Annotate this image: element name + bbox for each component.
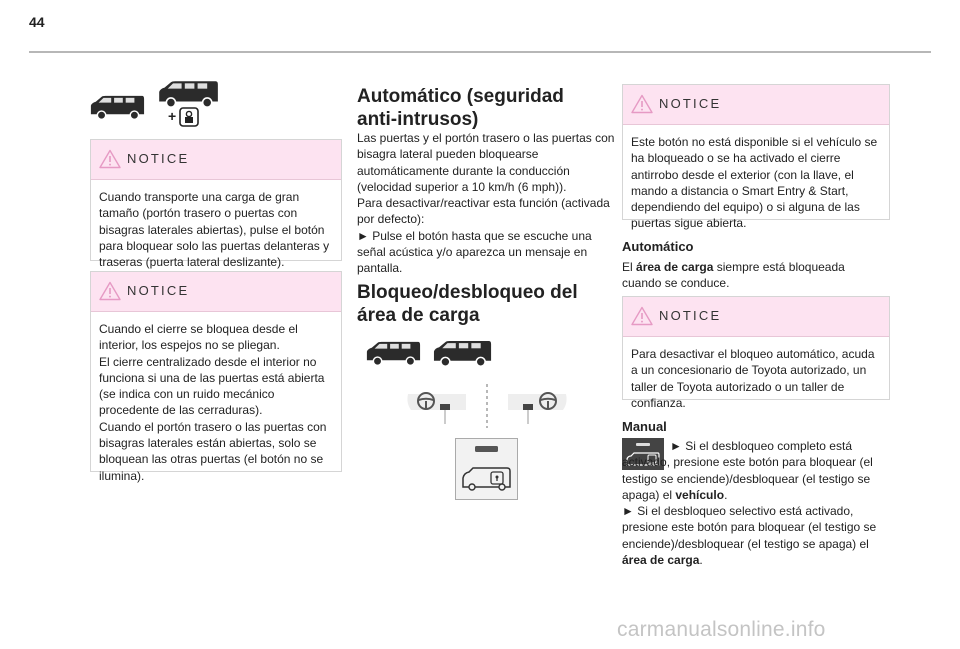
page-number: 44 [29, 14, 45, 30]
notice-text: Para desactivar el bloqueo automático, acuda a un concesionario de Toyota autorizado, un taller de Toyota autorizado o un taller de confianza. [631, 347, 875, 410]
warning-triangle-icon [99, 281, 121, 301]
watermark: carmanualsonline.info [617, 618, 826, 641]
svg-text:+: + [168, 108, 177, 124]
paragraph: ► Pulse el botón hasta que se escuche una señal acústica y/o aparezca un mensaje en pantalla. [357, 228, 592, 276]
notice-header [91, 140, 341, 180]
notice-title: NOTICE [659, 308, 722, 323]
van-short-icon [88, 94, 146, 121]
cargo-lock-button-icon [455, 438, 518, 500]
section-heading: Manual [622, 419, 667, 434]
paragraph: Para desactivar/reactivar esta función (activada por defecto): [357, 196, 610, 227]
notice-box [622, 296, 890, 410]
steering-wheel-icon [416, 391, 436, 411]
section-heading: Automático [622, 239, 694, 254]
notice-text: Cuando el portón trasero o las puertas con bisagras laterales están abiertas, solo se bloquean las otras puertas (el botón no se ilumina). [99, 419, 327, 483]
paragraph: ► Si el desbloqueo selectivo está activado, presione este botón para bloquear (el testigo se enciende)/desbloquear (el testigo se apaga) el área de carga. [622, 504, 877, 568]
warning-triangle-icon [99, 149, 121, 169]
notice-title: NOTICE [659, 96, 722, 111]
notice-text: Este botón no está disponible si el vehículo se ha bloqueado o se ha activado el cierre antirrobo desde el exterior (con la llave, el mando a distancia o Smart Entry & Start, dependiendo del equipo) o si alguna de las puertas sigue abierta. [631, 135, 878, 231]
notice-title: NOTICE [127, 151, 190, 166]
paragraph: El área de carga siempre está bloqueada cuando se conduce. [622, 260, 845, 291]
top-rule [29, 51, 931, 53]
notice-box [90, 139, 342, 270]
notice-text: Cuando el cierre se bloquea desde el interior, los espejos no se pliegan. [99, 322, 298, 353]
warning-triangle-icon [631, 94, 653, 114]
van-short-icon [364, 340, 422, 367]
van-long-icon [156, 80, 220, 108]
steering-wheel-icon [538, 391, 558, 411]
notice-header [623, 297, 889, 337]
notice-text: El cierre centralizado desde el interior no funciona si una de las puertas está abierta (se indica con un ruido mecánico procedente de las cerraduras). [99, 354, 325, 418]
notice-header [91, 272, 341, 312]
warning-triangle-icon [631, 306, 653, 326]
notice-title: NOTICE [127, 283, 190, 298]
section-heading: Automático (seguridad anti-intrusos) [357, 86, 564, 130]
notice-header [623, 85, 889, 125]
section-heading: Bloqueo/desbloqueo del área de carga [357, 282, 578, 326]
van-long-icon [429, 340, 495, 367]
paragraph: Las puertas y el portón trasero o las puertas con bisagra lateral pueden bloquearse automáticamente durante la conducción (velocidad superior a 10 km/h (6 mph)). [357, 131, 615, 194]
interior-lock-button-icon [168, 107, 200, 127]
notice-text: Cuando transporte una carga de gran tamaño (portón trasero o puertas con bisagras laterales abiertas), pulse el botón para bloquear solo las puertas delanteras y traseras (puerta lateral deslizante). [99, 190, 330, 270]
paragraph: ► Si el desbloqueo completo está activado, presione este botón para bloquear (el testigo se enciende)/desbloquear (el testigo se apaga) el vehículo. [622, 439, 873, 502]
notice-box [622, 84, 890, 231]
notice-box [90, 271, 342, 483]
